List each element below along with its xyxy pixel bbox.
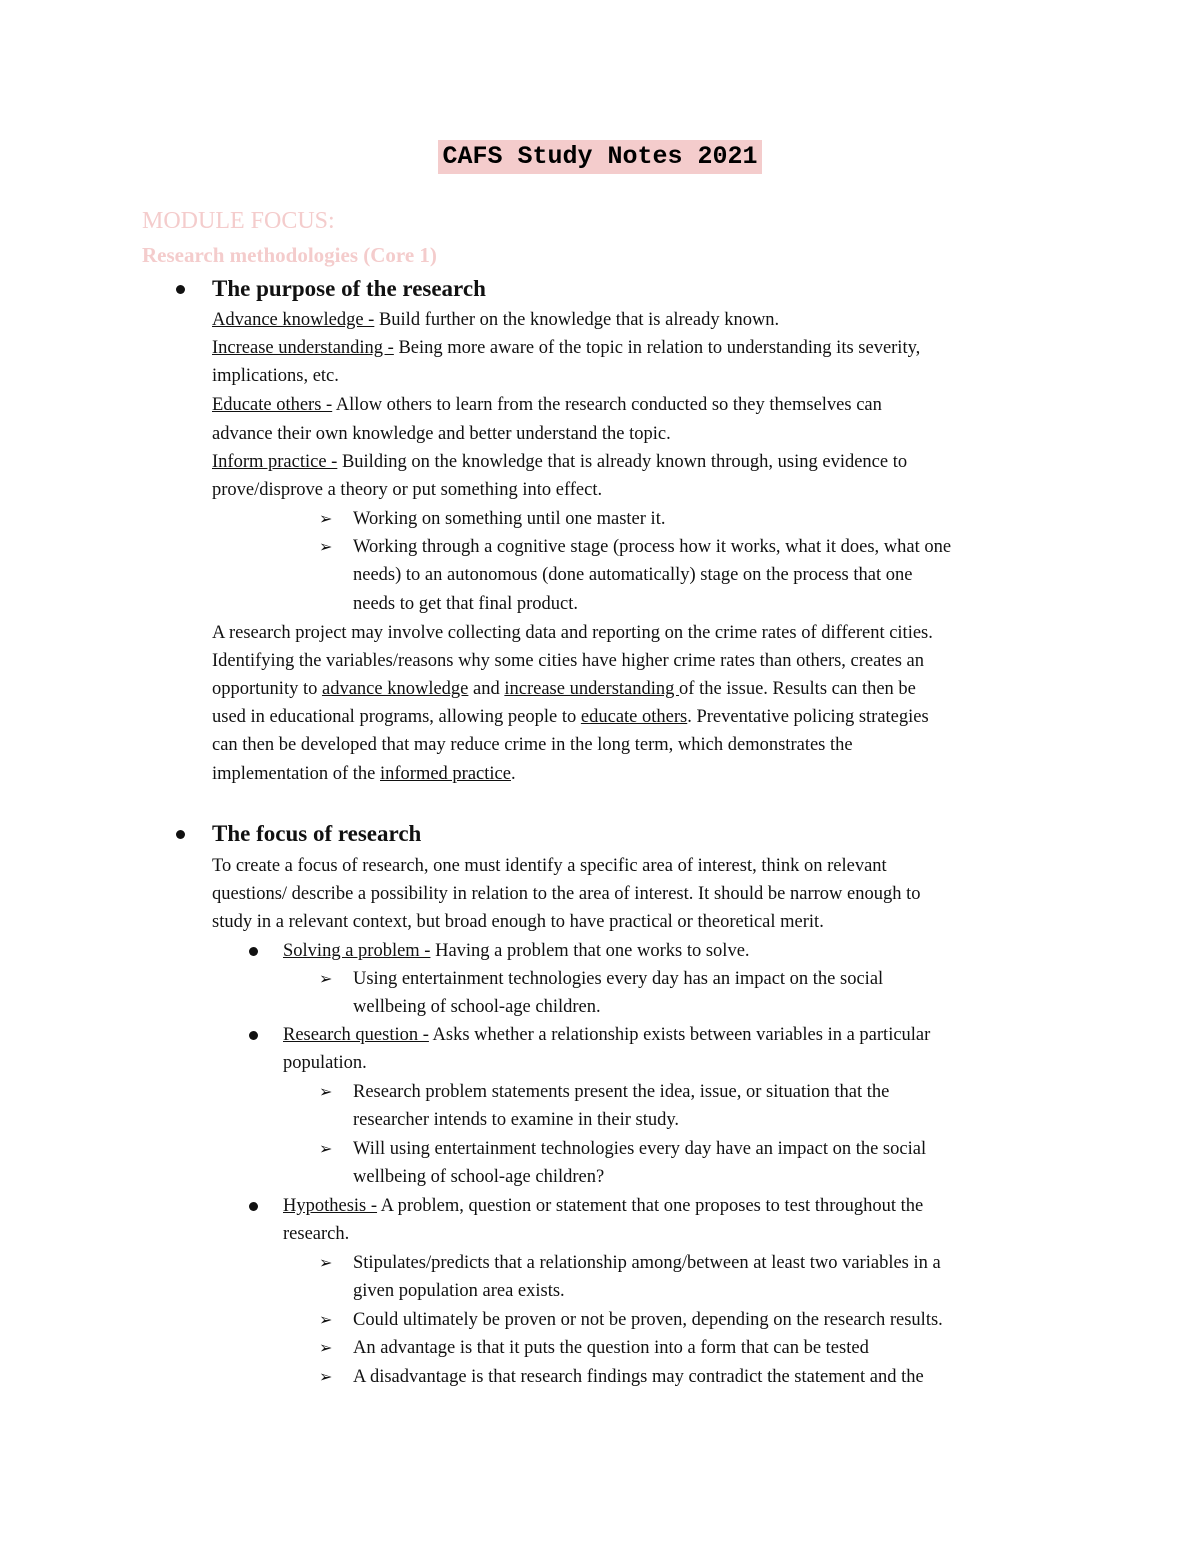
definition-text: A problem, question or statement that one proposes to test throughout the: [377, 1196, 924, 1216]
sub-bullet-text: researcher intends to examine in their study.: [353, 1110, 680, 1130]
bullet-icon: [176, 285, 185, 294]
definition-text: Having a problem that one works to solve.: [430, 941, 750, 961]
section-heading-purpose: The purpose of the research: [212, 276, 486, 301]
paragraph-text: of the issue. Results can then be: [679, 679, 916, 699]
definition-continuation: prove/disprove a theory or put something into effect.: [212, 480, 603, 500]
focus-hypothesis: [283, 1192, 923, 1220]
definition-continuation: implications, etc.: [212, 366, 339, 386]
term-advance-knowledge: Advance knowledge -: [212, 310, 375, 330]
paragraph-text: .: [510, 764, 516, 784]
underlined-term: increase understanding: [504, 679, 680, 699]
purpose-inform-practice: [212, 448, 907, 476]
paragraph-text: opportunity to: [212, 679, 322, 699]
arrow-bullet-icon: ➢: [319, 537, 333, 556]
sub-bullet-text: wellbeing of school-age children?: [353, 1167, 605, 1187]
arrow-bullet-icon: ➢: [319, 1082, 333, 1101]
focus-intro-line: study in a relevant context, but broad enough to have practical or theoretical merit.: [212, 912, 824, 932]
underlined-term: advance knowledge: [321, 679, 469, 699]
sub-bullet-text: Research problem statements present the idea, issue, or situation that the: [353, 1082, 890, 1102]
sub-bullet-text: Will using entertainment technologies every day have an impact on the social: [353, 1139, 927, 1159]
purpose-increase-understanding: [212, 334, 920, 362]
term-solving-problem: Solving a problem -: [283, 941, 431, 961]
term-increase-understanding: Increase understanding -: [212, 338, 394, 358]
underlined-term: educate others: [580, 707, 688, 727]
example-paragraph-line: Identifying the variables/reasons why some cities have higher crime rates than others, creates an: [212, 651, 924, 671]
sub-bullet-text: Working through a cognitive stage (process how it works, what it does, what one: [353, 537, 952, 557]
term-inform-practice: Inform practice -: [212, 452, 338, 472]
arrow-bullet-icon: ➢: [319, 1310, 333, 1329]
arrow-bullet-icon: ➢: [319, 1253, 333, 1272]
definition-text: Build further on the knowledge that is already known.: [374, 310, 780, 330]
definition-continuation: research.: [283, 1224, 350, 1244]
document-title: [0, 140, 1200, 174]
example-paragraph-line: [212, 703, 929, 731]
module-focus-label: MODULE FOCUS:: [142, 208, 335, 234]
bullet-icon: [249, 1202, 258, 1211]
example-paragraph-line: [212, 675, 916, 703]
focus-intro-line: questions/ describe a possibility in relation to the area of interest. It should be narrow enough to: [212, 884, 921, 904]
definition-text: Allow others to learn from the research conducted so they themselves can: [332, 395, 882, 415]
sub-bullet-text: needs to get that final product.: [353, 594, 579, 614]
title-text: CAFS Study Notes 2021: [438, 140, 761, 174]
sub-bullet-text: wellbeing of school-age children.: [353, 997, 601, 1017]
paragraph-text: used in educational programs, allowing people to: [212, 707, 581, 727]
sub-bullet-text: Using entertainment technologies every day has an impact on the social: [353, 969, 884, 989]
purpose-advance-knowledge: [212, 306, 779, 334]
underlined-term: informed practice: [380, 764, 511, 784]
arrow-bullet-icon: ➢: [319, 1338, 333, 1357]
example-paragraph-line: can then be developed that may reduce crime in the long term, which demonstrates the: [212, 735, 853, 755]
bullet-icon: [249, 1031, 258, 1040]
sub-bullet-text: An advantage is that it puts the question into a form that can be tested: [353, 1338, 869, 1358]
term-hypothesis: Hypothesis -: [283, 1196, 378, 1216]
arrow-bullet-icon: ➢: [319, 969, 333, 988]
focus-research-question: [283, 1021, 930, 1049]
bullet-icon: [249, 947, 258, 956]
sub-bullet-text: given population area exists.: [353, 1281, 565, 1301]
focus-intro-line: To create a focus of research, one must identify a specific area of interest, think on relevant: [212, 856, 887, 876]
definition-continuation: advance their own knowledge and better understand the topic.: [212, 424, 671, 444]
definition-text: Being more aware of the topic in relation to understanding its severity,: [393, 338, 921, 358]
bullet-icon: [176, 830, 185, 839]
sub-bullet-text: Working on something until one master it.: [353, 509, 666, 529]
focus-solving-problem: [283, 937, 750, 965]
arrow-bullet-icon: ➢: [319, 1367, 333, 1386]
module-subtitle: Research methodologies (Core 1): [142, 243, 437, 267]
paragraph-text: implementation of the: [212, 764, 380, 784]
arrow-bullet-icon: ➢: [319, 509, 333, 528]
arrow-bullet-icon: ➢: [319, 1139, 333, 1158]
paragraph-text: and: [468, 679, 505, 699]
sub-bullet-text: Stipulates/predicts that a relationship among/between at least two variables in a: [353, 1253, 941, 1273]
paragraph-text: . Preventative policing strategies: [687, 707, 929, 727]
definition-text: Asks whether a relationship exists between variables in a particular: [428, 1025, 931, 1045]
section-heading-focus: The focus of research: [212, 821, 422, 846]
example-paragraph-line: A research project may involve collecting data and reporting on the crime rates of different cities.: [212, 623, 933, 643]
definition-continuation: population.: [283, 1053, 367, 1073]
term-research-question: Research question -: [283, 1025, 429, 1045]
sub-bullet-text: A disadvantage is that research findings may contradict the statement and the: [353, 1367, 924, 1387]
purpose-educate-others: [212, 391, 882, 419]
term-educate-others: Educate others -: [212, 395, 333, 415]
definition-text: Building on the knowledge that is already known through, using evidence to: [337, 452, 908, 472]
example-paragraph-line: [212, 760, 516, 788]
sub-bullet-text: Could ultimately be proven or not be proven, depending on the research results.: [353, 1310, 943, 1330]
sub-bullet-text: needs) to an autonomous (done automatically) stage on the process that one: [353, 565, 913, 585]
